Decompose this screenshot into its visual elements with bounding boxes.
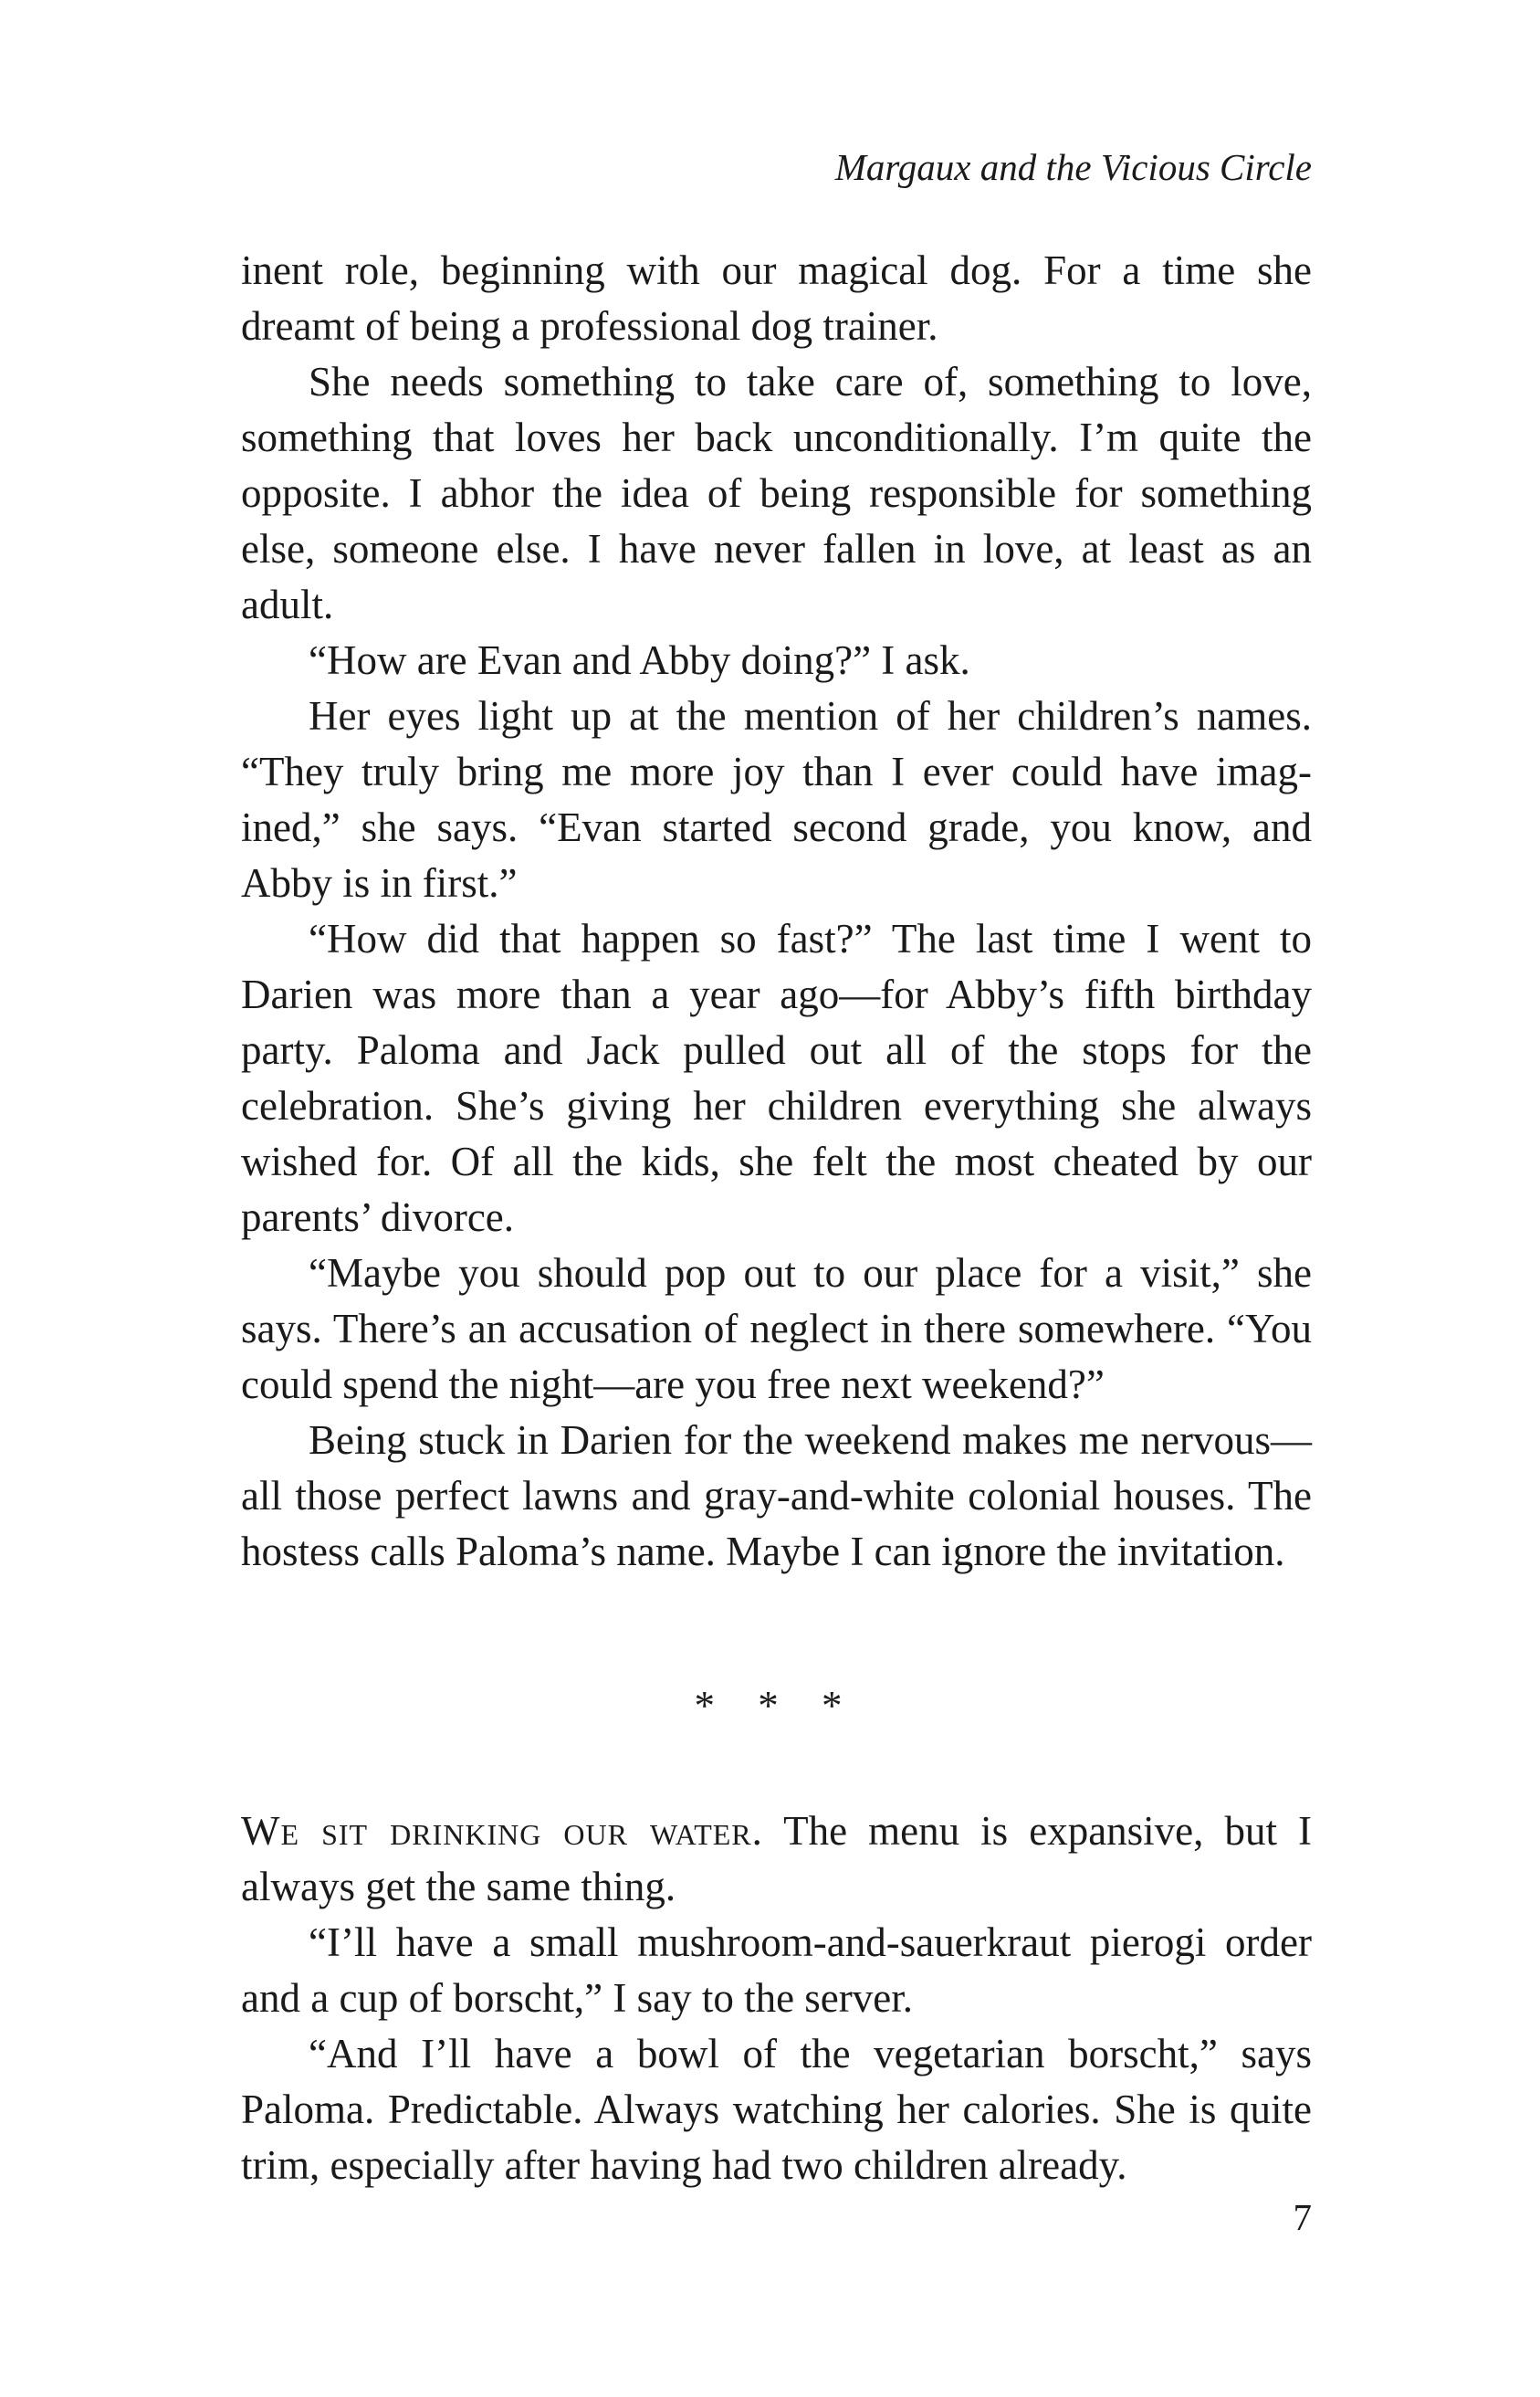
body-text-before-break [241, 243, 1312, 1580]
running-head: Margaux and the Vicious Circle [834, 146, 1312, 188]
paragraph: “How did that happen so fast?” The last time I went to Darien was more than a year ago—for Abby’s fifth birthday party. Paloma and Jack pulled out all of the stops for the celebration. She’s giving her children everything she always wished for. Of all the kids, she felt the most cheated by our parents’ divorce. [241, 916, 1312, 1240]
small-caps-lead-in: We sit drinking our water. [241, 1808, 763, 1854]
paragraph: “How are Evan and Abby doing?” I ask. [309, 637, 970, 683]
body-text-after-break [241, 1803, 1312, 2193]
section-break-asterisks: * * * [694, 1683, 859, 1729]
paragraph: “I’ll have a small mushroom-and-sauerkraut pierogi order and a cup of borscht,” I say to the server. [241, 1919, 1312, 2021]
section-opening-paragraph [241, 1803, 1312, 1915]
paragraph: Her eyes light up at the mention of her children’s names. “They truly bring me more joy than I ever could have imagined,” she says. “Evan started second grade, you know, and Abby is in first.” [241, 693, 1312, 906]
paragraph-continued: inent role, beginning with our magical dog. For a time she dreamt of being a professional dog trainer. [241, 247, 1312, 349]
paragraph: “And I’ll have a bowl of the vegetarian borscht,” says Paloma. Predictable. Always watching her calories. She is quite trim, especially after having had two children already. [241, 2031, 1312, 2188]
paragraph: Being stuck in Darien for the weekend makes me nervous—all those perfect lawns and gray-and-white colonial houses. The hostess calls Paloma’s name. Maybe I can ignore the invitation. [241, 1417, 1312, 1574]
opening-paragraph-rest: The menu is expansive, but I always get the same thing. [241, 1808, 1312, 1909]
page-number: 7 [1293, 2196, 1312, 2238]
paragraph: She needs something to take care of, something to love, something that loves her back unconditionally. I’m quite the opposite. I abhor the idea of being responsible for something else, someone else. I have never fallen in love, at least as an adult. [241, 359, 1312, 627]
paragraph: “Maybe you should pop out to our place for a visit,” she says. There’s an accusation of neglect in there somewhere. “You could spend the night—are you free next weekend?” [241, 1250, 1312, 1407]
